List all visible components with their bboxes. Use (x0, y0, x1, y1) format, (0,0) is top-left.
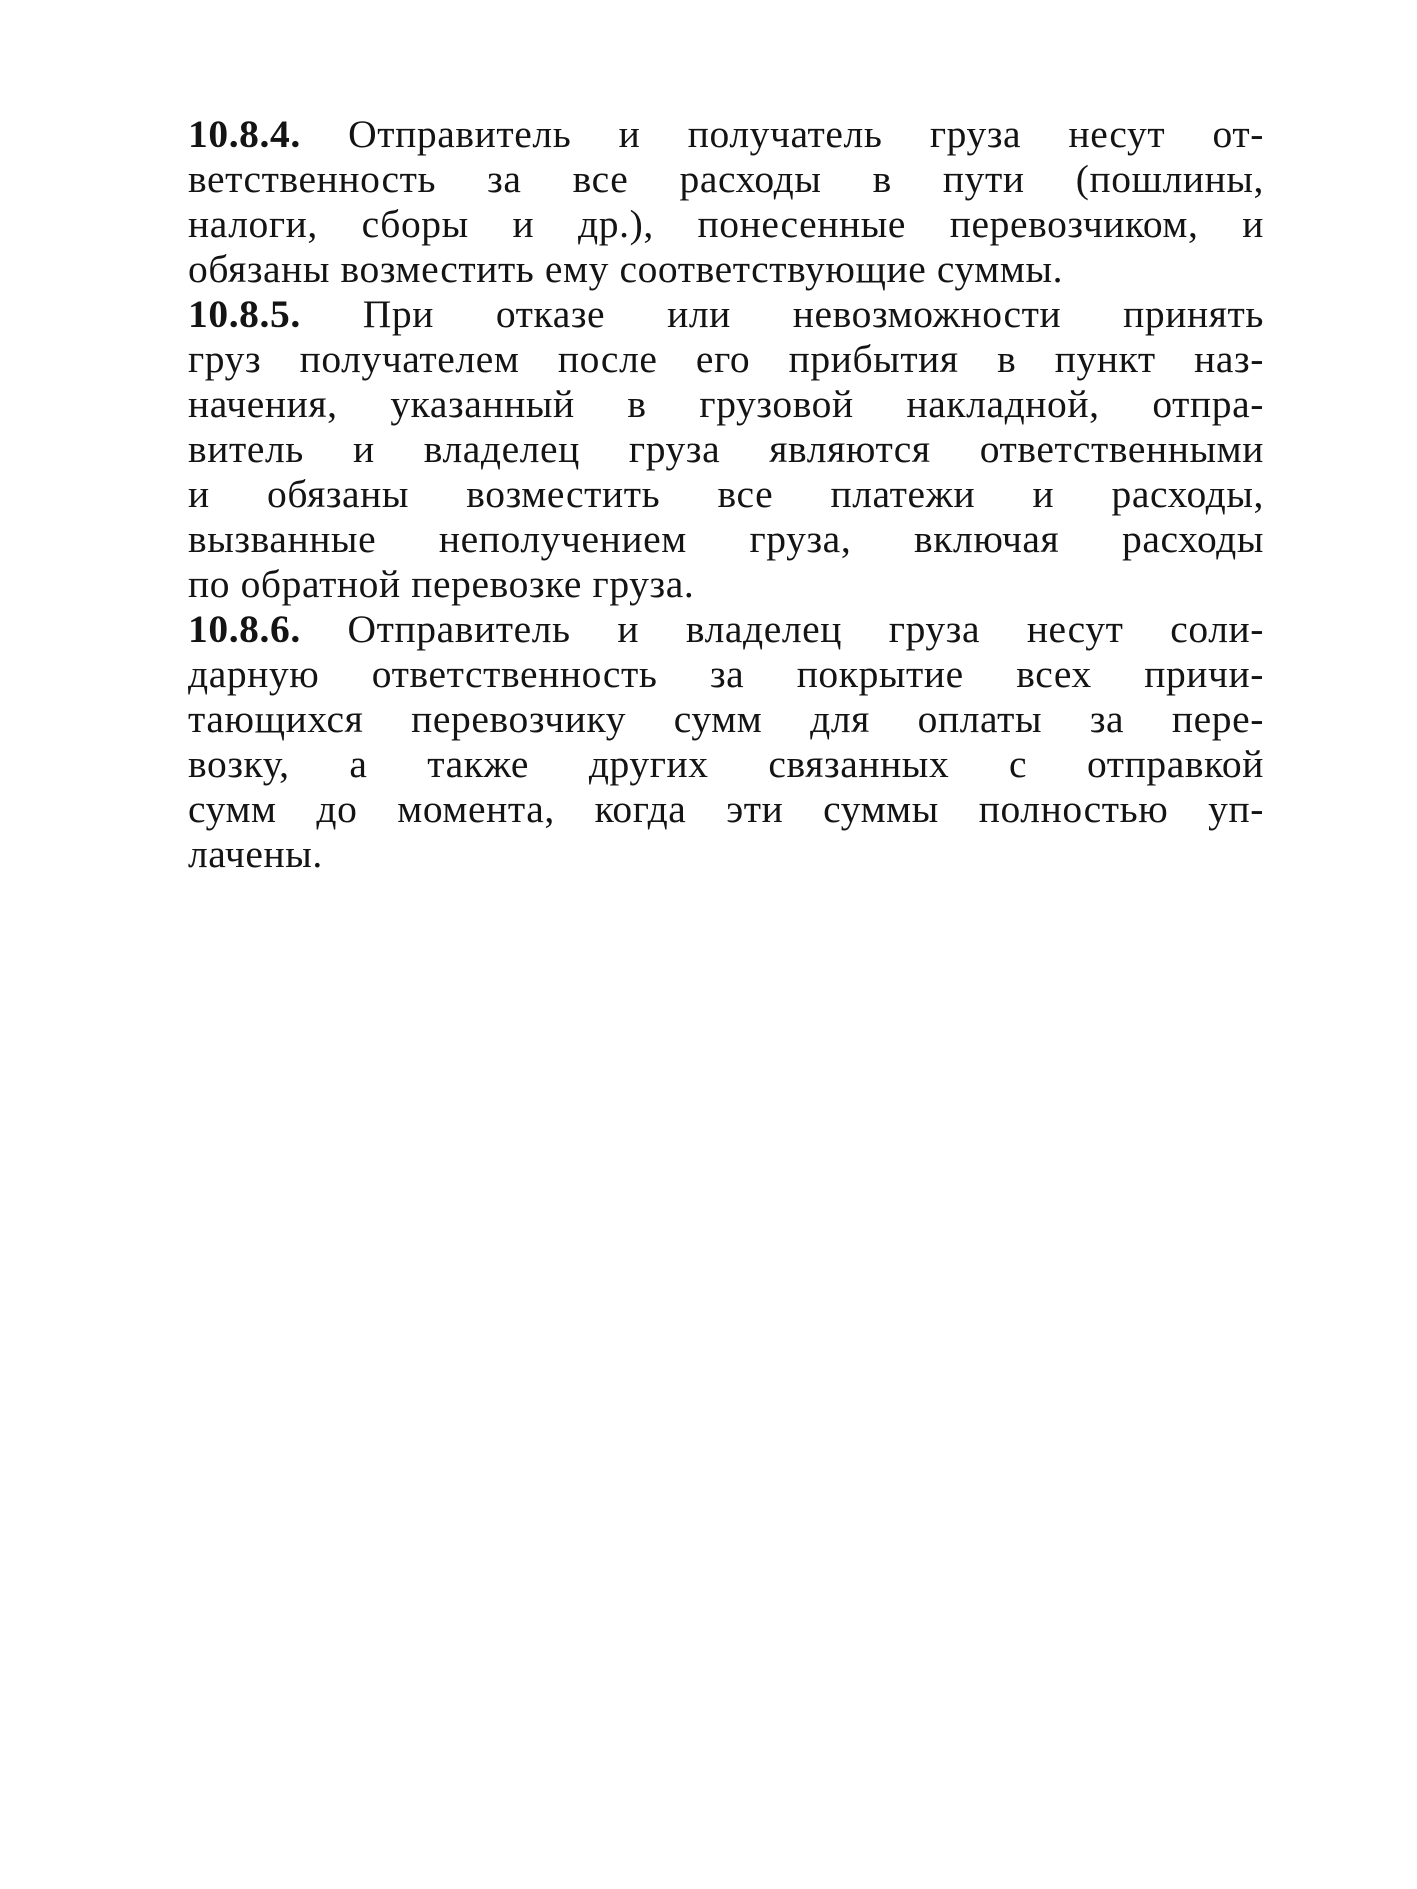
clause-number: 10.8.5. (188, 292, 301, 336)
paragraph-10-8-6 (188, 607, 1264, 877)
text-line: сумм до момента, когда эти суммы полностью уп- (188, 787, 1264, 831)
line-text: Отправитель и получатель груза несут от- (300, 112, 1264, 156)
text-line: груз получателем после его прибытия в пункт наз- (188, 337, 1264, 381)
clause-number: 10.8.4. (188, 112, 301, 156)
text-line (188, 292, 1264, 337)
text-line: и обязаны возместить все платежи и расходы, (188, 472, 1264, 516)
text-line: налоги, сборы и др.), понесенные перевозчиком, и (188, 202, 1264, 246)
line-text: Отправитель и владелец груза несут соли- (300, 607, 1264, 651)
text-line (188, 607, 1264, 652)
text-line: лачены. (188, 832, 323, 876)
text-line: обязаны возместить ему соответствующие суммы. (188, 247, 1064, 291)
paragraph-10-8-4 (188, 112, 1264, 292)
clause-number: 10.8.6. (188, 607, 301, 651)
text-line: тающихся перевозчику сумм для оплаты за пере- (188, 697, 1264, 741)
text-line: вызванные неполучением груза, включая расходы (188, 517, 1264, 561)
paragraph-10-8-5 (188, 292, 1264, 607)
text-line: по обратной перевозке груза. (188, 562, 695, 606)
text-line: начения, указанный в грузовой накладной, отпра- (188, 382, 1264, 426)
document-page (188, 112, 1264, 877)
text-line (188, 112, 1264, 157)
line-text: При отказе или невозможности принять (300, 292, 1264, 336)
text-line: витель и владелец груза являются ответственными (188, 427, 1264, 471)
text-line: дарную ответственность за покрытие всех причи- (188, 652, 1264, 696)
text-line: возку, а также других связанных с отправкой (188, 742, 1264, 786)
text-line: ветственность за все расходы в пути (пошлины, (188, 157, 1264, 201)
